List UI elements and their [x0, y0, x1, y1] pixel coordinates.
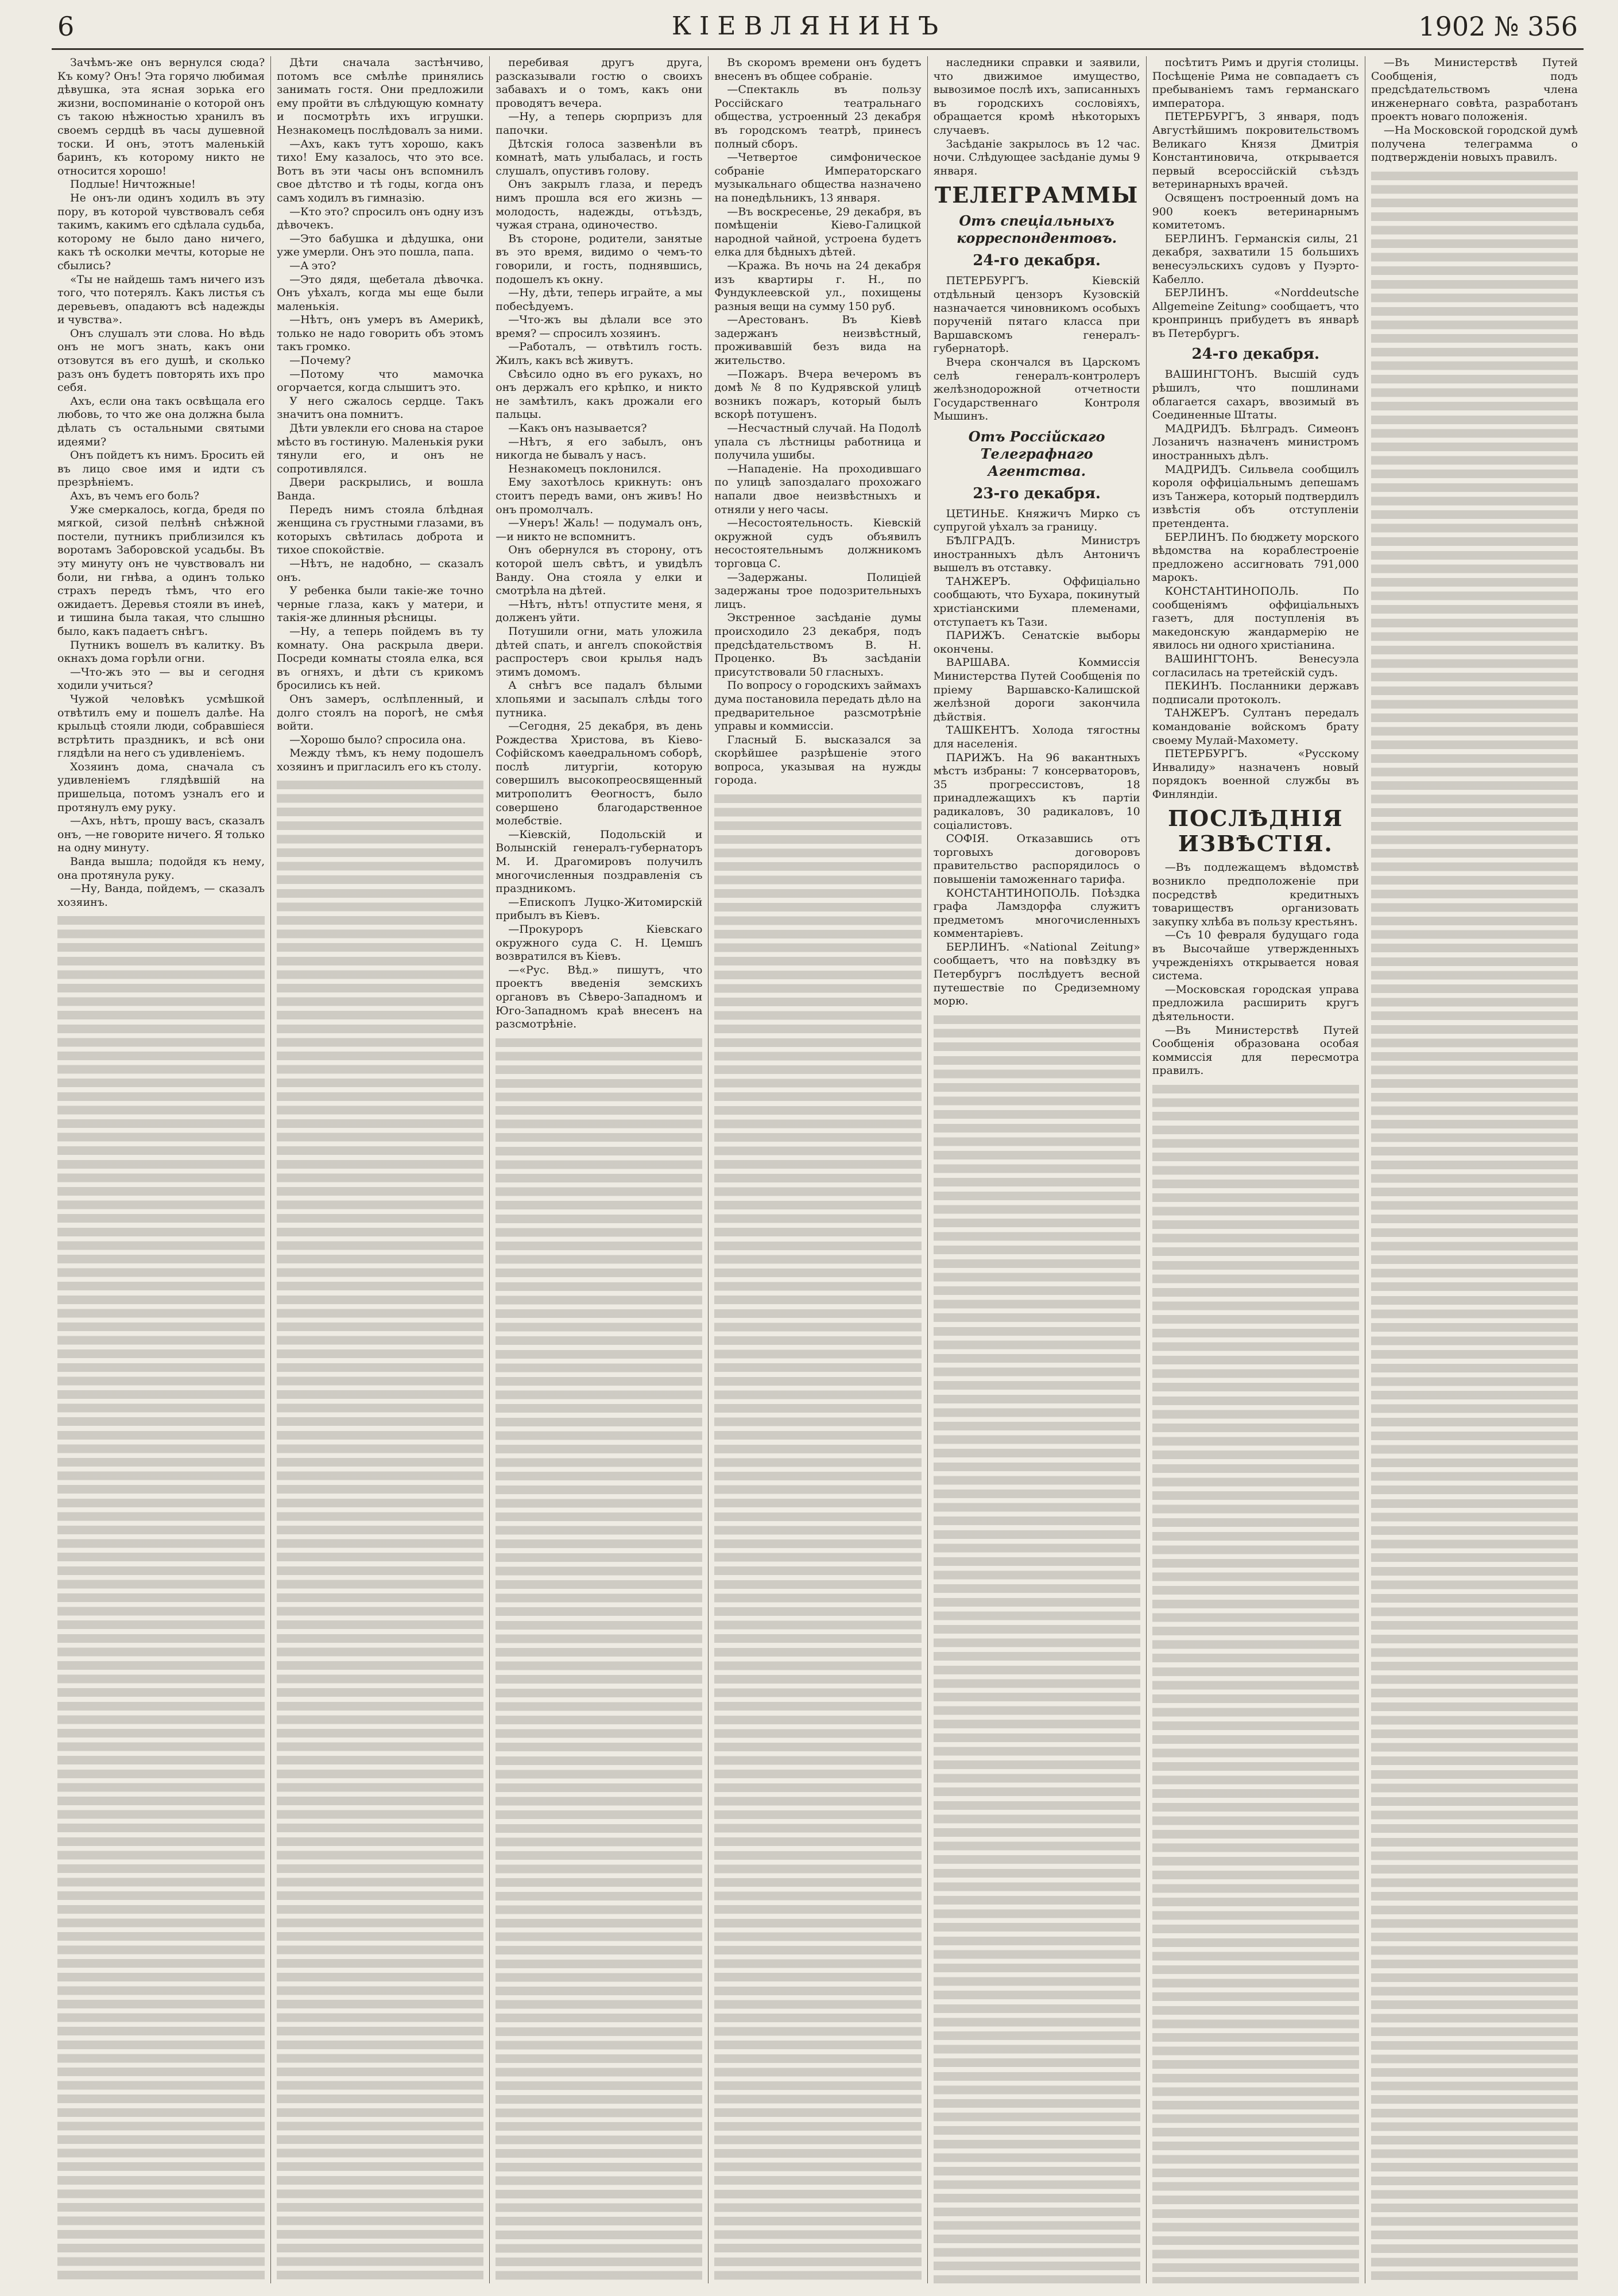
telegram-item: ПЕТЕРБУРГЪ. Кіевскій отдѣльный цензоръ Кузовскій назначается чиновникомъ особыхъ порученій пятаго класса при Варшавскомъ генералъ-губернаторѣ.	[933, 274, 1140, 355]
article-paragraph: Засѣданіе закрылось въ 12 час. ночи. Слѣдующее засѣданіе думы 9 января.	[933, 137, 1140, 177]
newspaper-title: КIЕВЛЯНИНЪ	[671, 11, 947, 41]
article-paragraph: Потушили огни, мать уложила дѣтей спать, и ангелъ спокойствія распростеръ свои крылья надъ этимъ домомъ.	[496, 625, 703, 678]
telegram-item: МАДРИДЪ. Бѣлградъ. Симеонъ Лозаничъ назначенъ министромъ иностранныхъ дѣлъ.	[1152, 422, 1359, 463]
article-paragraph: Чужой человѣкъ усмѣшкой отвѣтилъ ему и пошелъ далѣе. На крыльцѣ стояли люди, собравшіеся встрѣтить праздникъ, и всѣ они глядѣли на него съ удивленіемъ.	[57, 692, 265, 760]
telegram-item: КОНСТАНТИНОПОЛЬ. По сообщеніямъ оффиціальныхъ газетъ, для поступленія въ македонскую жандармерію не явилось ни одного христіанина.	[1152, 584, 1359, 652]
agency-heading: Отъ Россійскаго Телеграфнаго Агентства.	[968, 428, 1105, 479]
article-paragraph: —Нѣтъ, не надобно, — сказалъ онъ.	[277, 557, 484, 584]
article-paragraph: перебивая другъ друга, разсказывали гостю о своихъ забавахъ и о томъ, какъ они проводятъ вечера.	[496, 56, 703, 110]
article-paragraph: —Нѣтъ, я его забылъ, онъ никогда не бывалъ у насъ.	[496, 435, 703, 462]
article-paragraph: БЕРЛИНЪ. «Norddeutsche Allgemeine Zeitung» сообщаетъ, что кронпринцъ прибудетъ въ январѣ въ Петербургъ.	[1152, 286, 1359, 340]
telegrams-date: 24-го декабря.	[1191, 346, 1320, 363]
article-paragraph: Дѣти сначала застѣнчиво, потомъ все смѣлѣе принялись занимать гостя. Они предложили ему пройти въ слѣдующую комнату и посмотрѣть ихъ игрушки. Незнакомецъ послѣдовалъ за ними.	[277, 56, 484, 137]
telegram-item: ВАШИНГТОНЪ. Высшій судъ рѣшилъ, что пошлинами облагается сахаръ, ввозимый въ Соединенные Штаты.	[1152, 368, 1359, 422]
article-paragraph: —Несчастный случай. На Подолѣ упала съ лѣстницы работница и получила ушибы.	[714, 422, 922, 462]
telegram-item: БѢЛГРАДЪ. Министръ иностранныхъ дѣлъ Антоничъ вышелъ въ отставку.	[933, 534, 1140, 575]
article-paragraph: —Нѣтъ, нѣтъ! отпустите меня, я долженъ уйти.	[496, 598, 703, 625]
article-paragraph: Ахъ, если она такъ освѣщала его любовь, то что же она должна была дѣлать съ остальными святыми идеями?	[57, 394, 265, 448]
article-paragraph: —Кіевскій, Подольскій и Волынскій генералъ-губернаторъ М. И. Драгомировъ получилъ многочисленныя поздравленія съ праздникомъ.	[496, 828, 703, 895]
article-paragraph: —Что-жъ это — вы и сегодня ходили учиться?	[57, 665, 265, 692]
telegram-item: МАДРИДЪ. Сильвела сообщилъ короля оффиціальнымъ депешамъ изъ Танжера, который подтвердилъ извѣстія объ отступленіи претендента.	[1152, 463, 1359, 530]
telegram-item: ВАРШАВА. Коммиссія Министерства Путей Сообщенія по пріему Варшавско-Калишской желѣзной дороги закончила дѣйствія.	[933, 656, 1140, 723]
telegram-item: БЕРЛИНЪ. По бюджету морского вѣдомства на кораблестроеніе предложено ассигновать 791,000 марокъ.	[1152, 530, 1359, 584]
article-paragraph: —Ну, дѣти, теперь играйте, а мы побесѣдуемъ.	[496, 286, 703, 313]
article-paragraph: —Четвертое симфоническое собраніе Императорскаго музыкальнаго общества назначено на понедѣльникъ, 13 января.	[714, 151, 922, 204]
article-paragraph: —Задержаны. Полиціей задержаны трое подозрительныхъ лицъ.	[714, 571, 922, 611]
article-paragraph: —Работалъ, — отвѣтилъ гость. Жилъ, какъ всѣ живутъ.	[496, 340, 703, 367]
telegrams-date: 24-го декабря.	[973, 252, 1101, 270]
article-paragraph: Экстренное засѣданіе думы происходило 23 декабря, подъ предсѣдательствомъ В. Н. Проценко. Въ засѣданіи присутствовали 50 гласныхъ.	[714, 611, 922, 678]
column-7	[1365, 56, 1584, 2283]
article-paragraph: Ахъ, въ чемъ его боль?	[70, 490, 199, 502]
column-2	[270, 56, 489, 2283]
article-paragraph: —Хорошо было? спросила она.	[289, 733, 466, 746]
article-paragraph: —Несостоятельность. Кіевскій окружной судъ объявилъ несостоятельнымъ должникомъ торговца С.	[714, 517, 922, 570]
article-paragraph: —Кража. Въ ночь на 24 декабря изъ квартиры г. Н., по Фундуклеевской ул., похищены разныя вещи на сумму 150 руб.	[714, 259, 922, 313]
article-paragraph: —Ахъ, нѣтъ, прошу васъ, сказалъ онъ, —не говорите ничего. Я только на одну минуту.	[57, 815, 265, 855]
news-item: —Въ Министерствѣ Путей Сообщенія образована особая коммиссія для пересмотра правилъ.	[1152, 1023, 1359, 1077]
columns	[52, 56, 1584, 2283]
article-paragraph: Дѣтскія голоса зазвенѣли въ комнатѣ, мать улыбалась, и гость слушалъ, опустивъ голову.	[496, 137, 703, 177]
telegram-item: Вчера скончался въ Царскомъ селѣ генералъ-контролеръ желѣзнодорожной отчетности Государственнаго Контроля Мышинъ.	[933, 355, 1140, 423]
text-lines-filler	[934, 1015, 1140, 2283]
article-paragraph: Уже смеркалось, когда, бредя по мягкой, сизой пелѣнѣ снѣжной постели, путникъ приблизился къ воротамъ Заборовской усадьбы. Въ эту минуту онъ не чувствовалъ ни боли, ни гнѣва, а одинъ только страхъ передъ тѣмъ, что его ожидаетъ. Деревья стояли въ инеѣ, и тишина была такая, что слышно было, какъ падаетъ снѣгъ.	[57, 503, 265, 638]
telegrams-subheading: Отъ спеціальныхъ корреспондентовъ.	[957, 212, 1117, 247]
telegram-item: БЕРЛИНЪ. «National Zeitung» сообщаетъ, что на повѣздку въ Петербургъ послѣдуетъ весной путешествіе по Средиземному морю.	[933, 940, 1140, 1008]
article-paragraph: Передъ нимъ стояла блѣдная женщина съ грустными глазами, въ которыхъ свѣтилась доброта и тихое спокойствіе.	[277, 503, 484, 557]
article-paragraph: «Ты не найдешь тамъ ничего изъ того, что потерялъ. Какъ листья съ деревьевъ, опадаютъ всѣ надежды и чувства».	[57, 273, 265, 327]
article-paragraph: —Арестованъ. Въ Кіевѣ задержанъ неизвѣстный, проживавшій безъ вида на жительство.	[714, 313, 922, 367]
article-paragraph: Путникъ вошелъ въ калитку. Въ окнахъ дома горѣли огни.	[57, 638, 265, 665]
article-paragraph: Незнакомецъ поклонился.	[508, 462, 661, 475]
article-paragraph: —Прокуроръ Кіевскаго окружного суда С. Н. Цемшъ возвратился въ Кіевъ.	[496, 923, 703, 963]
article-paragraph: Ему захотѣлось крикнуть: онъ стоитъ передъ вами, онъ живъ! Но онъ промолчалъ.	[496, 476, 703, 516]
article-paragraph: У него сжалось сердце. Такъ значитъ она помнитъ.	[277, 394, 484, 421]
article-paragraph: —А это?	[289, 259, 336, 272]
article-paragraph: —Унеръ! Жаль! — подумалъ онъ, —и никто не вспомнитъ.	[496, 517, 703, 543]
article-paragraph: —Въ воскресенье, 29 декабря, въ помѣщеніи Кіево-Галицкой народной чайной, устроена будетъ елка для бѣдныхъ дѣтей.	[714, 205, 922, 259]
article-paragraph: Подлые! Ничтожные!	[70, 178, 196, 191]
article-paragraph: Освященъ построенный домъ на 900 коекъ ветеринарнымъ комитетомъ.	[1152, 191, 1359, 232]
agency-date: 23-го декабря.	[973, 484, 1101, 502]
article-paragraph: Дѣти увлекли его снова на старое мѣсто въ гостиную. Маленькія руки тянули его, и онъ не сопротивлялся.	[277, 422, 484, 475]
article-paragraph: ПЕТЕРБУРГЪ, 3 января, подъ Августѣйшимъ покровительствомъ Великаго Князя Дмитрія Константиновича, открывается первый всероссійскій съѣздъ ветеринарныхъ врачей.	[1152, 110, 1359, 191]
article-paragraph: По вопросу о городскихъ займахъ дума постановила передать дѣло на предварительное разсмотрѣніе управы и коммиссіи.	[714, 679, 922, 733]
telegram-item: ПЕТЕРБУРГЪ. «Русскому Инвалиду» назначенъ новый порядокъ военной службы въ Финляндіи.	[1152, 747, 1359, 801]
text-lines-filler	[1152, 1085, 1359, 2283]
article-paragraph: —Почему?	[289, 354, 351, 367]
column-1	[52, 56, 270, 2283]
article-paragraph: Ванда вышла; подойдя къ нему, она протянула руку.	[57, 855, 265, 882]
article-paragraph: А снѣгъ все падалъ бѣлыми хлопьями и засыпалъ слѣды того путника.	[496, 679, 703, 719]
telegram-item: ЦЕТИНЬЕ. Княжичъ Мирко съ супругой уѣхалъ за границу.	[933, 507, 1140, 534]
telegram-item: КОНСТАНТИНОПОЛЬ. Поѣздка графа Ламздорфа служитъ предметомъ многочисленныхъ комментаріевъ.	[933, 886, 1140, 940]
article-paragraph: Въ стороне, родители, занятые въ это время, видимо о чемъ-то говорили, и гость, поднявшись, подошелъ къ окну.	[496, 232, 703, 286]
article-paragraph: Онъ слушалъ эти слова. Но вѣдь онъ не могъ знать, какъ они отзовутся въ его душѣ, и сколько разъ онъ будетъ повторять ихъ про себя.	[57, 327, 265, 394]
telegram-item: ПАРИЖЪ. Сенатскіе выборы окончены.	[933, 629, 1140, 656]
article-paragraph: —Какъ онъ называется?	[508, 422, 647, 435]
article-paragraph: —Ахъ, какъ тутъ хорошо, какъ тихо! Ему казалось, что это все. Вотъ въ эти часы онъ вспомнилъ свое дѣтство и тѣ годы, когда онъ самъ ходилъ въ гимназію.	[277, 137, 484, 204]
article-paragraph: БЕРЛИНЪ. Германскія силы, 21 декабря, захватили 15 большихъ венесуэльскихъ судовъ у Пуэрто-Кабелло.	[1152, 232, 1359, 286]
column-3	[489, 56, 708, 2283]
masthead-rule	[52, 48, 1584, 50]
text-lines-filler	[496, 1038, 702, 2283]
telegram-item: ПЕКИНЪ. Посланники державъ подписали протоколъ.	[1152, 680, 1359, 706]
latest-news-heading: ПОСЛѢДНІЯ ИЗВѢСТІЯ.	[1168, 805, 1344, 857]
article-paragraph: —Епископъ Луцко-Житомирскій прибылъ въ Кіевъ.	[496, 895, 703, 922]
article-paragraph: —Пожаръ. Вчера вечеромъ въ домѣ № 8 по Кудрявской улицѣ возникъ пожаръ, который былъ вскорѣ потушенъ.	[714, 367, 922, 421]
article-paragraph: —На Московской городской думѣ получена телеграмма о подтвержденіи новыхъ правилъ.	[1371, 123, 1578, 164]
telegram-item: ТАНЖЕРЪ. Султанъ передалъ командованіе войскомъ брату своему Мулай-Махомету.	[1152, 707, 1359, 747]
telegram-item: ТАШКЕНТЪ. Холода тягостны для населенія.	[933, 724, 1140, 750]
article-paragraph: Не онъ-ли одинъ ходилъ въ эту пору, въ которой чувствовалъ себя такимъ, какимъ его сдѣлала судьба, которому не было дано ничего, какъ тѣ осколки мечты, которые не сбылись?	[57, 191, 265, 272]
telegram-item: ТАНЖЕРЪ. Оффиціально сообщають, что Бухара, покинутый христіанскими племенами, отступаетъ къ Тази.	[933, 575, 1140, 629]
telegram-item: ВАШИНГТОНЪ. Венесуэла согласилась на третейскій судъ.	[1152, 652, 1359, 679]
article-paragraph: Хозяинъ дома, сначала съ удивленіемъ глядѣвшій на пришельца, потомъ узналъ его и протянулъ ему руку.	[57, 760, 265, 814]
article-paragraph: Двери раскрылись, и вошла Ванда.	[277, 476, 484, 502]
issue-number: 1902 № 356	[1418, 11, 1578, 42]
article-paragraph: —Спектакль въ пользу Россійскаго театральнаго общества, устроенный 23 декабря въ городскомъ театрѣ, принесъ полный сборъ.	[714, 83, 922, 150]
article-paragraph: У ребенка были такіе-же точно черные глаза, какъ у матери, и такія-же длинныя рѣсницы.	[277, 584, 484, 625]
article-paragraph: наследники справки и заявили, что движимое имущество, вывозимое послѣ ихъ, записанныхъ въ городскихъ сословіяхъ, обращается кромѣ нѣкоторыхъ случаевъ.	[933, 56, 1140, 137]
news-item: —Въ подлежащемъ вѣдомствѣ возникло предположеніе при посредствѣ кредитныхъ товариществъ организовать закупку хлѣба въ пользу крестьянъ.	[1152, 861, 1359, 928]
text-lines-filler	[277, 781, 483, 2283]
article-paragraph: Зачѣмъ-же онъ вернулся сюда? Къ кому? Онъ! Эта горячо любимая дѣвушка, эта ясная зорька его жизни, воспоминаніе о которой онъ съ такою нѣжностью хранилъ въ своемъ сердцѣ въ часы душевной тоски. И онъ, этотъ маленькій баринъ, къ которому никто не относится хорошо!	[57, 56, 265, 177]
article-paragraph: —Это дядя, щебетала дѣвочка. Онъ уѣхалъ, когда мы еще были маленькія.	[277, 273, 484, 313]
article-paragraph: —«Рус. Вѣд.» пишутъ, что проектъ введенія земскихъ органовъ въ Сѣверо-Западномъ и Юго-Западномъ краѣ внесенъ на разсмотрѣніе.	[496, 963, 703, 1031]
column-6	[1146, 56, 1365, 2283]
article-paragraph: Въ скоромъ времени онъ будетъ внесенъ въ общее собраніе.	[714, 56, 922, 83]
article-paragraph: —Кто это? спросилъ онъ одну изъ дѣвочекъ.	[277, 205, 484, 232]
article-paragraph: посѣтитъ Римъ и другія столицы. Посѣщеніе Рима не совпадаетъ съ пребываніемъ тамъ германскаго императора.	[1152, 56, 1359, 110]
telegram-item: ПАРИЖЪ. На 96 вакантныхъ мѣстъ избраны: 7 консерваторовъ, 35 прогрессистовъ, 18 принадлежащихъ къ партіи радикаловъ, 30 радикаловъ, 10 соціалистовъ.	[933, 751, 1140, 832]
article-paragraph: Онъ закрылъ глаза, и передъ нимъ прошла вся его жизнь — молодость, надежды, отъѣздъ, чужая страна, одиночество.	[496, 178, 703, 232]
article-paragraph: Онъ обернулся въ сторону, отъ которой шелъ свѣтъ, и увидѣлъ Ванду. Она стояла у елки и смотрѣла на дѣтей.	[496, 544, 703, 598]
article-paragraph: Онъ пойдетъ къ нимъ. Бросить ей въ лицо свое имя и идти съ презрѣніемъ.	[57, 449, 265, 489]
article-paragraph: —Нападеніе. На проходившаго по улицѣ запоздалаго прохожаго напали двое неизвѣстныхъ и отняли у него часы.	[714, 462, 922, 516]
article-paragraph: —Нѣтъ, онъ умеръ въ Америкѣ, только не надо говорить объ этомъ такъ громко.	[277, 313, 484, 354]
article-paragraph: Между тѣмъ, къ нему подошелъ хозяинъ и пригласилъ его къ столу.	[277, 747, 484, 773]
text-lines-filler	[714, 794, 921, 2283]
article-paragraph: —Потому что мамочка огорчается, когда слышитъ это.	[277, 367, 484, 394]
article-paragraph: —Сегодня, 25 декабря, въ день Рождества Христова, въ Кіево-Софійскомъ каѳедральномъ соборѣ, послѣ литургіи, которую совершилъ высокопреосвященный митрополитъ Ѳеогностъ, было совершено благодарственное молебствіе.	[496, 720, 703, 828]
article-paragraph: —Что-жъ вы дѣлали все это время? — спросилъ хозяинъ.	[496, 313, 703, 340]
column-5	[927, 56, 1146, 2283]
article-paragraph: —Ну, а теперь пойдемъ въ ту комнату. Она раскрыла двери. Посреди комнаты стояла елка, вся въ огняхъ, и дѣти съ крикомъ бросились къ ней.	[277, 625, 484, 692]
article-paragraph: —Ну, а теперь сюрпризъ для папочки.	[496, 110, 703, 137]
article-paragraph: Гласный Б. высказался за скорѣйшее разрѣшеніе этого вопроса, указывая на нужды города.	[714, 733, 922, 787]
page-number: 6	[57, 11, 75, 42]
article-paragraph: —Ну, Ванда, пойдемъ, — сказалъ хозяинъ.	[57, 882, 265, 909]
telegram-item: СОФІЯ. Отказавшись отъ торговыхъ договоровъ правительство распорядилось о повышеніи таможеннаго тарифа.	[933, 832, 1140, 886]
article-paragraph: Свѣсило одно въ его рукахъ, но онъ держалъ его крѣпко, и никто не замѣтилъ, какъ дрожали его пальцы.	[496, 367, 703, 421]
telegrams-heading: ТЕЛЕГРАММЫ	[934, 182, 1139, 208]
article-paragraph: —Въ Министерствѣ Путей Сообщенія, подъ предсѣдательствомъ члена инженернаго совѣта, разработанъ проектъ новаго положенія.	[1371, 56, 1578, 123]
article-paragraph: Онъ замеръ, ослѣпленный, и долго стоялъ на порогѣ, не смѣя войти.	[277, 692, 484, 733]
text-lines-filler	[1371, 172, 1578, 2283]
news-item: —Съ 10 февраля будущаго года въ Высочайше утвержденныхъ учрежденіяхъ открывается новая система.	[1152, 929, 1359, 983]
article-paragraph: —Это бабушка и дѣдушка, они уже умерли. Онъ это пошла, папа.	[277, 232, 484, 259]
news-item: —Московская городская управа предложила расширить кругъ дѣятельности.	[1152, 983, 1359, 1023]
text-lines-filler	[57, 916, 265, 2283]
column-4	[708, 56, 927, 2283]
